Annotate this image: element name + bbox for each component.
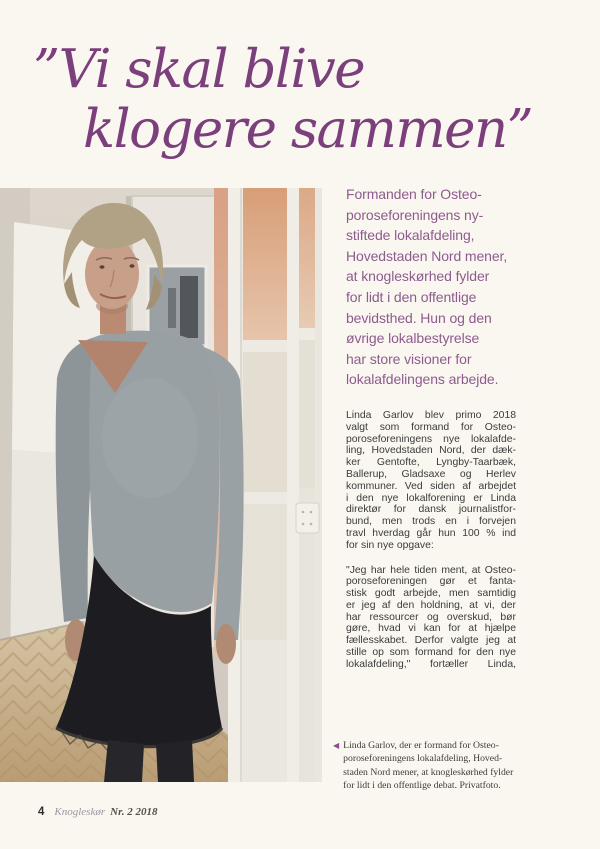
body-text xyxy=(346,410,516,671)
body-paragraph-2: "Jeg har hele tiden ment, at Osteo- poroseforeningen gør et fanta- stisk godt arbejde, men samtidig er jeg af den holdning, at vi, der har ressourcer og overskud, bør gøre, hvad vi kan for at hjælpe fællesskabet. Derfor valgte jeg at stille op som formand for den nye lokalafdeling," fortæller Linda, xyxy=(346,564,516,670)
page-footer xyxy=(38,806,158,818)
issue-label: Nr. 2 2018 xyxy=(110,806,158,818)
magazine-name: Knogleskør xyxy=(54,806,106,818)
title-line-1: ”Vi skal blive xyxy=(33,39,365,100)
caption-text: Linda Garlov, der er formand for Osteo- poroseforeningens lokalafdeling, Hoved- staden Nord mener, at knogleskørhed fylder for lidt i den offentlige debat. Privatfoto. xyxy=(343,740,514,792)
body-paragraph-1: Linda Garlov blev primo 2018 valgt som formand for Osteo- poroseforeningens nye lokalafde- ling, Hovedstaden Nord, der dæk- ker Gentofte, Lyngby-Taarbæk, Ballerup, Gladsaxe og Herlev kommuner. Ved siden af arbejdet i den nye lokalforening er Linda direktør for dansk journalistfor- bund, men trods en i forvejen travl hverdag går hun 100 % ind for sin nye opgave: xyxy=(346,409,516,551)
left-triangle-icon: ◀ xyxy=(333,741,340,750)
photo-illustration xyxy=(0,188,322,782)
page-number: 4 xyxy=(38,806,45,818)
article-right-column xyxy=(346,184,516,684)
intro-paragraph: Formanden for Osteo- poroseforeningens ny- stiftede lokalafdeling, Hovedstaden Nord mener, at knogleskørhed fylder for lidt i den offentlige bevidsthed. Hun og den øvrige lokalbestyrelse har store visioner for lokalafdelingens arbejde. xyxy=(346,186,508,388)
title-line-2: klogere sammen” xyxy=(83,99,533,160)
photo-caption xyxy=(333,739,533,793)
article-title xyxy=(33,40,573,160)
article-photo-linda-garlov xyxy=(0,188,322,782)
